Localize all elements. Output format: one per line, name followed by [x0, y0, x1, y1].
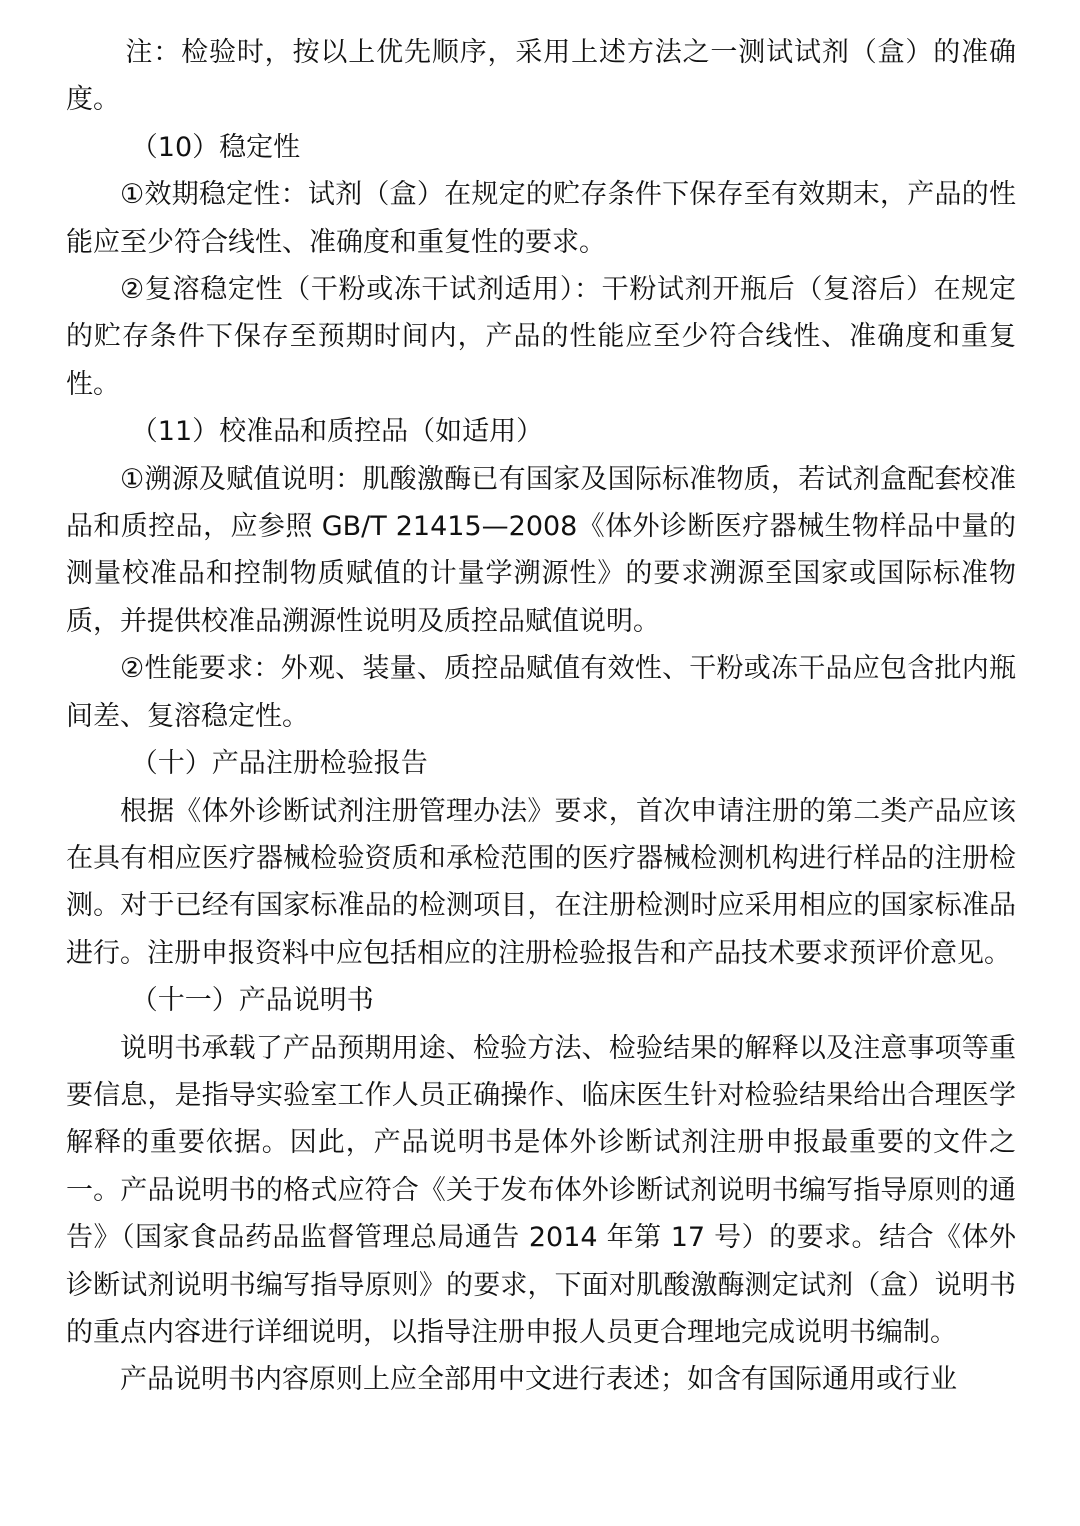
paragraph-traceability: ①溯源及赋值说明：肌酸激酶已有国家及国际标准物质，若试剂盒配套校准品和质控品，应参照 GB/T 21415—2008《体外诊断医疗器械生物样品中量的测量校准品和控制物质赋值的计量学溯源性》的要求溯源至国家或国际标准物质，并提供校准品溯源性说明及质控品赋值说明。: [66, 463, 1016, 637]
paragraph-instructions-importance: 说明书承载了产品预期用途、检验方法、检验结果的解释以及注意事项等重要信息，是指导实验室工作人员正确操作、临床医生针对检验结果给出合理医学解释的重要依据。因此，产品说明书是体外诊断试剂注册申报最重要的文件之一。产品说明书的格式应符合《关于发布体外诊断试剂说明书编写指导原则的通告》（国家食品药品监督管理总局通告 2014 年第 17 号）的要求。结合《体外诊断试剂说明书编写指导原则》的要求，下面对肌酸激酶测定试剂（盒）说明书的重点内容进行详细说明，以指导注册申报人员更合理地完成说明书编制。: [66, 1032, 1016, 1348]
section-heading-stability: （10）稳定性: [130, 131, 301, 163]
paragraph-shelf-life-stability: ①效期稳定性：试剂（盒）在规定的贮存条件下保存至有效期末，产品的性能应至少符合线性、准确度和重复性的要求。: [66, 179, 1016, 258]
paragraph-registration-testing: 根据《体外诊断试剂注册管理办法》要求，首次申请注册的第二类产品应该在具有相应医疗器械检验资质和承检范围的医疗器械检测机构进行样品的注册检测。对于已经有国家标准品的检测项目，在注册检测时应采用相应的国家标准品进行。注册申报资料中应包括相应的注册检验报告和产品技术要求预评价意见。: [66, 795, 1016, 969]
section-heading-calibrators: （11）校准品和质控品（如适用）: [130, 416, 544, 448]
document-body: [66, 29, 1016, 1404]
accuracy-note: 注：检验时，按以上优先顺序，采用上述方法之一测试试剂（盒）的准确度。: [66, 37, 1016, 116]
paragraph-performance-requirements: ②性能要求：外观、装量、质控品赋值有效性、干粉或冻干品应包含批内瓶间差、复溶稳定性。: [66, 653, 1016, 732]
section-heading-instructions: （十一）产品说明书: [130, 985, 374, 1017]
paragraph-reconstitution-stability: ②复溶稳定性（干粉或冻干试剂适用）：干粉试剂开瓶后（复溶后）在规定的贮存条件下保存至预期时间内，产品的性能应至少符合线性、准确度和重复性。: [66, 274, 1016, 400]
paragraph-instructions-language: 产品说明书内容原则上应全部用中文进行表述；如含有国际通用或行业: [120, 1364, 957, 1396]
section-heading-registration-report: （十）产品注册检验报告: [130, 748, 428, 780]
